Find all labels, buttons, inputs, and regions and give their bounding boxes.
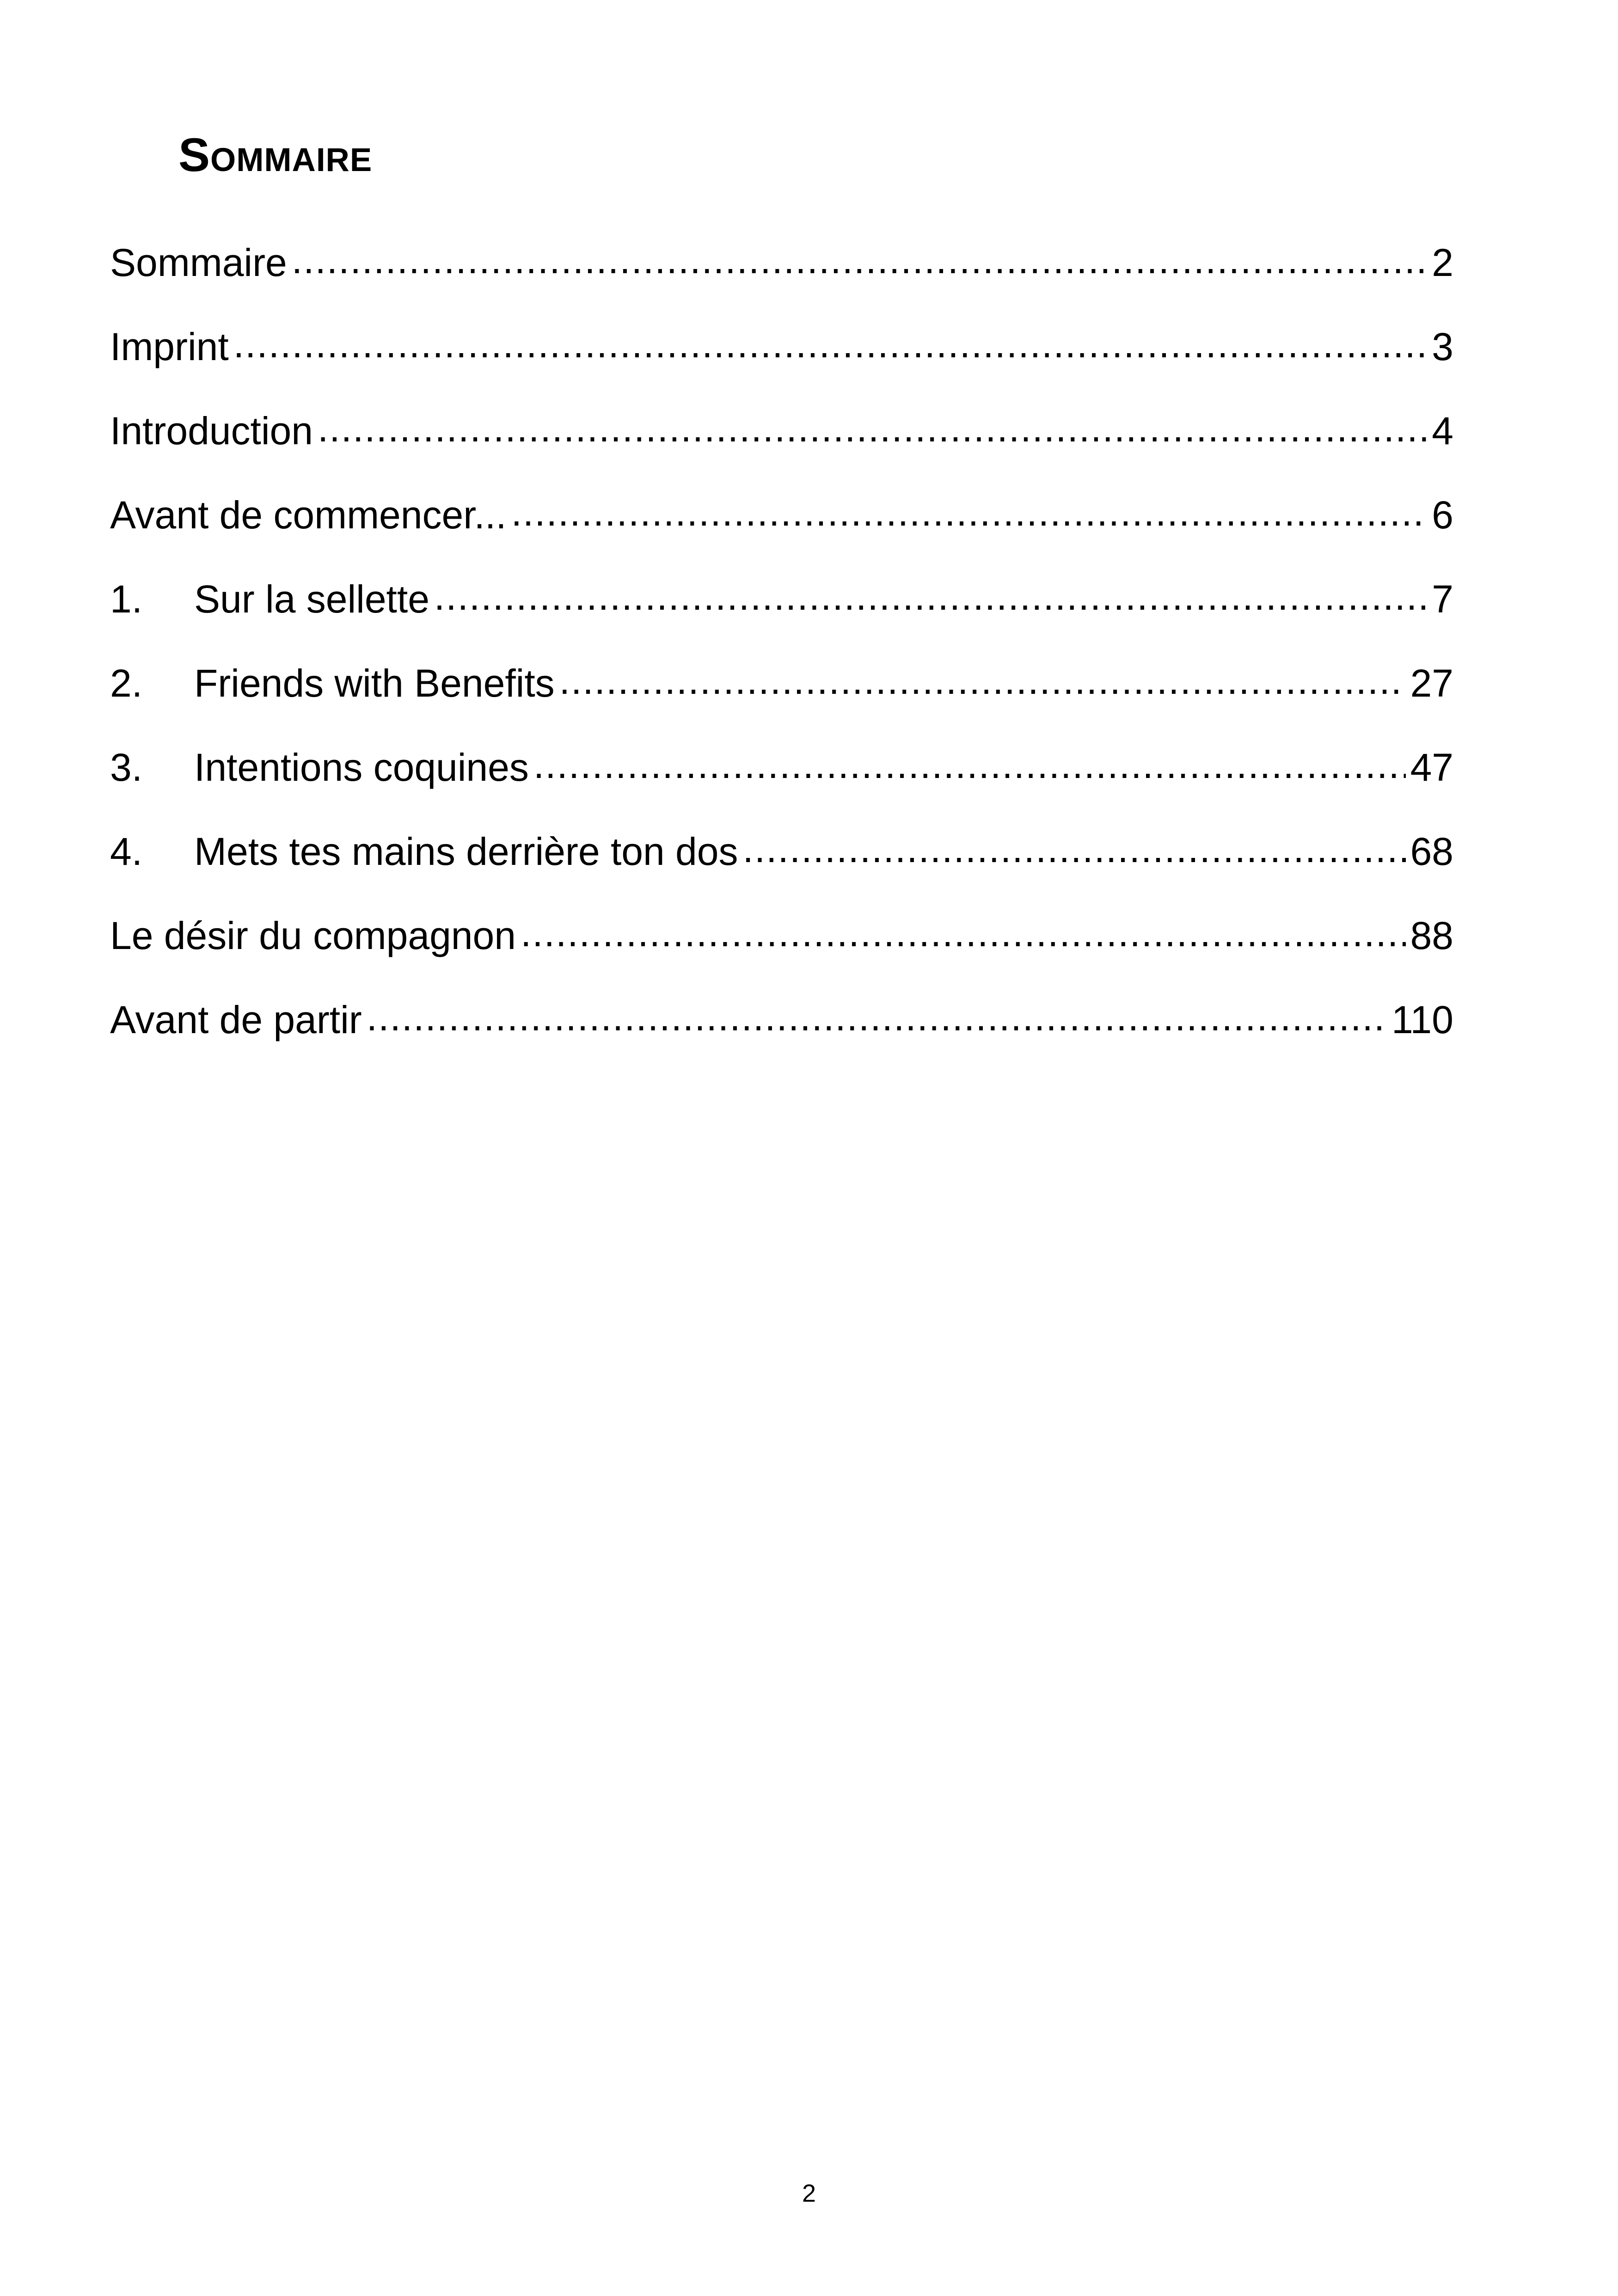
toc-entry-label: Sommaire (110, 241, 287, 284)
toc-entry[interactable] (110, 825, 1453, 909)
toc-entry-label: Avant de commencer... (110, 493, 507, 537)
toc-entry[interactable] (110, 572, 1453, 656)
toc-entry-page: 3 (1432, 325, 1453, 368)
toc-entry-page: 7 (1432, 577, 1453, 621)
toc-entry-number: 1. (110, 577, 143, 621)
toc-entry-number: 2. (110, 661, 143, 705)
toc-entry[interactable] (110, 656, 1453, 741)
toc-entry-label: Intentions coquines (194, 746, 529, 789)
toc-entry-label: Mets tes mains derrière ton dos (194, 830, 738, 873)
toc-entry-label: Imprint (110, 325, 229, 368)
toc-entry-label: Le désir du compagnon (110, 914, 516, 957)
toc-entry[interactable] (110, 488, 1453, 572)
toc-entry-page: 88 (1410, 914, 1453, 957)
table-of-contents (110, 236, 1453, 1077)
toc-entry[interactable] (110, 741, 1453, 825)
toc-entry-page: 110 (1391, 998, 1453, 1041)
toc-entry-label: Introduction (110, 409, 313, 453)
page-title: Sommaire (178, 129, 373, 181)
toc-entry-label: Friends with Benefits (194, 661, 555, 705)
toc-entry[interactable] (110, 236, 1453, 320)
toc-dot-leader (521, 906, 1406, 960)
toc-entry-page: 4 (1432, 409, 1453, 453)
toc-entry-page: 2 (1432, 241, 1453, 284)
toc-dot-leader (743, 822, 1406, 876)
toc-dot-leader (559, 654, 1406, 707)
toc-entry[interactable] (110, 404, 1453, 488)
toc-entry-page: 27 (1410, 661, 1453, 705)
toc-dot-leader (533, 738, 1406, 791)
toc-dot-leader (511, 485, 1428, 539)
toc-entry-label: Avant de partir (110, 998, 362, 1041)
toc-entry-page: 6 (1432, 493, 1453, 537)
toc-dot-leader (292, 233, 1428, 287)
toc-dot-leader (434, 569, 1427, 623)
toc-entry[interactable] (110, 909, 1453, 993)
toc-entry-label: Sur la sellette (194, 577, 429, 621)
toc-dot-leader (367, 990, 1387, 1044)
toc-entry-number: 3. (110, 746, 143, 789)
toc-entry-page: 68 (1410, 830, 1453, 873)
toc-dot-leader (233, 317, 1428, 371)
toc-dot-leader (318, 401, 1427, 455)
toc-entry[interactable] (110, 320, 1453, 404)
page-number: 2 (802, 2180, 816, 2207)
toc-entry[interactable] (110, 993, 1453, 1077)
toc-entry-number: 4. (110, 830, 143, 873)
toc-entry-page: 47 (1410, 746, 1453, 789)
